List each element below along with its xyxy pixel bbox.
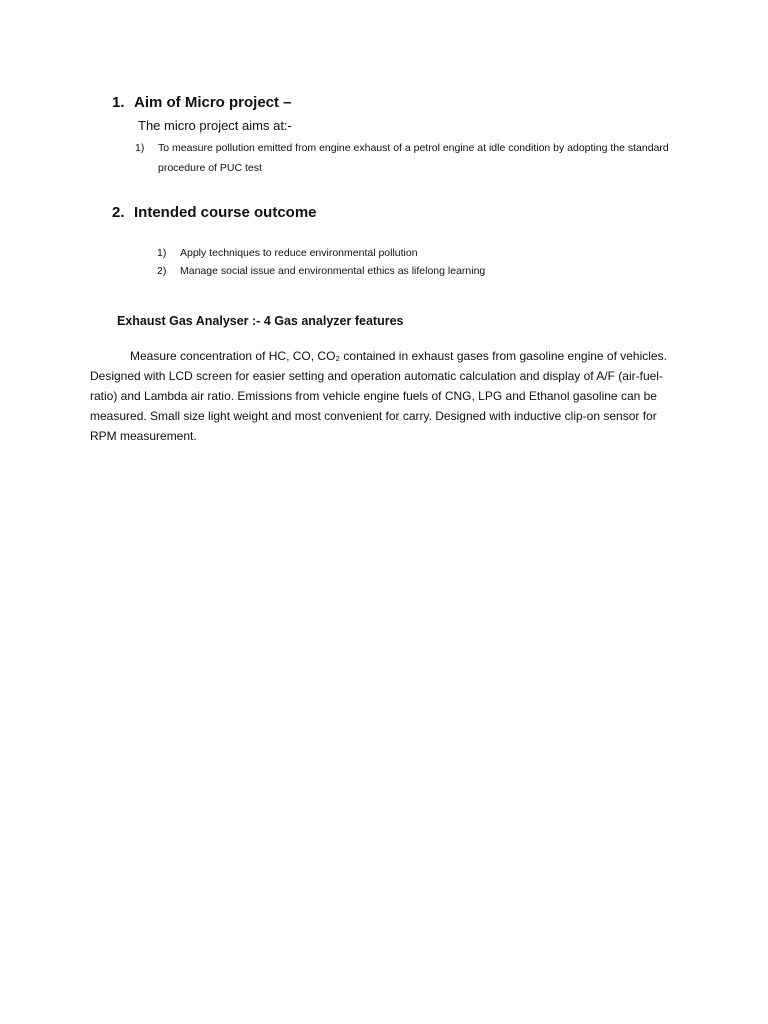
list-text: Apply techniques to reduce environmental pollution: [180, 247, 418, 259]
list-text: Manage social issue and environmental ethics as lifelong learning: [180, 265, 486, 277]
list-number: 2): [157, 265, 167, 277]
section-intro: The micro project aims at:-: [138, 118, 292, 133]
section-heading-aim: [112, 94, 292, 111]
analyser-paragraph: Measure concentration of HC, CO, CO₂ contained in exhaust gases from gasoline engine of vehicles. Designed with LCD screen for easier setting and operation automatic calculation and display of A/F (air-fuel-ratio) and Lambda air ratio. Emissions from vehicle engine fuels of CNG, LPG and Ethanol gasoline can be measured. Small size light weight and most convenient for carry. Designed with inductive clip-on sensor for RPM measurement.: [90, 349, 667, 443]
section-title: Intended course outcome: [134, 204, 317, 221]
section-number: 1.: [112, 94, 125, 111]
list-item: [157, 243, 657, 263]
analyser-heading: Exhaust Gas Analyser :- 4 Gas analyzer features: [117, 314, 404, 328]
section-title: Aim of Micro project –: [134, 94, 292, 111]
list-item: [157, 261, 657, 281]
list-item: [135, 138, 675, 178]
list-number: 1): [135, 142, 145, 154]
section-heading-outcome: [112, 204, 317, 221]
section-number: 2.: [112, 204, 125, 221]
list-number: 1): [157, 247, 167, 259]
list-text: To measure pollution emitted from engine exhaust of a petrol engine at idle condition by adopting the standard procedure of PUC test: [158, 142, 669, 174]
